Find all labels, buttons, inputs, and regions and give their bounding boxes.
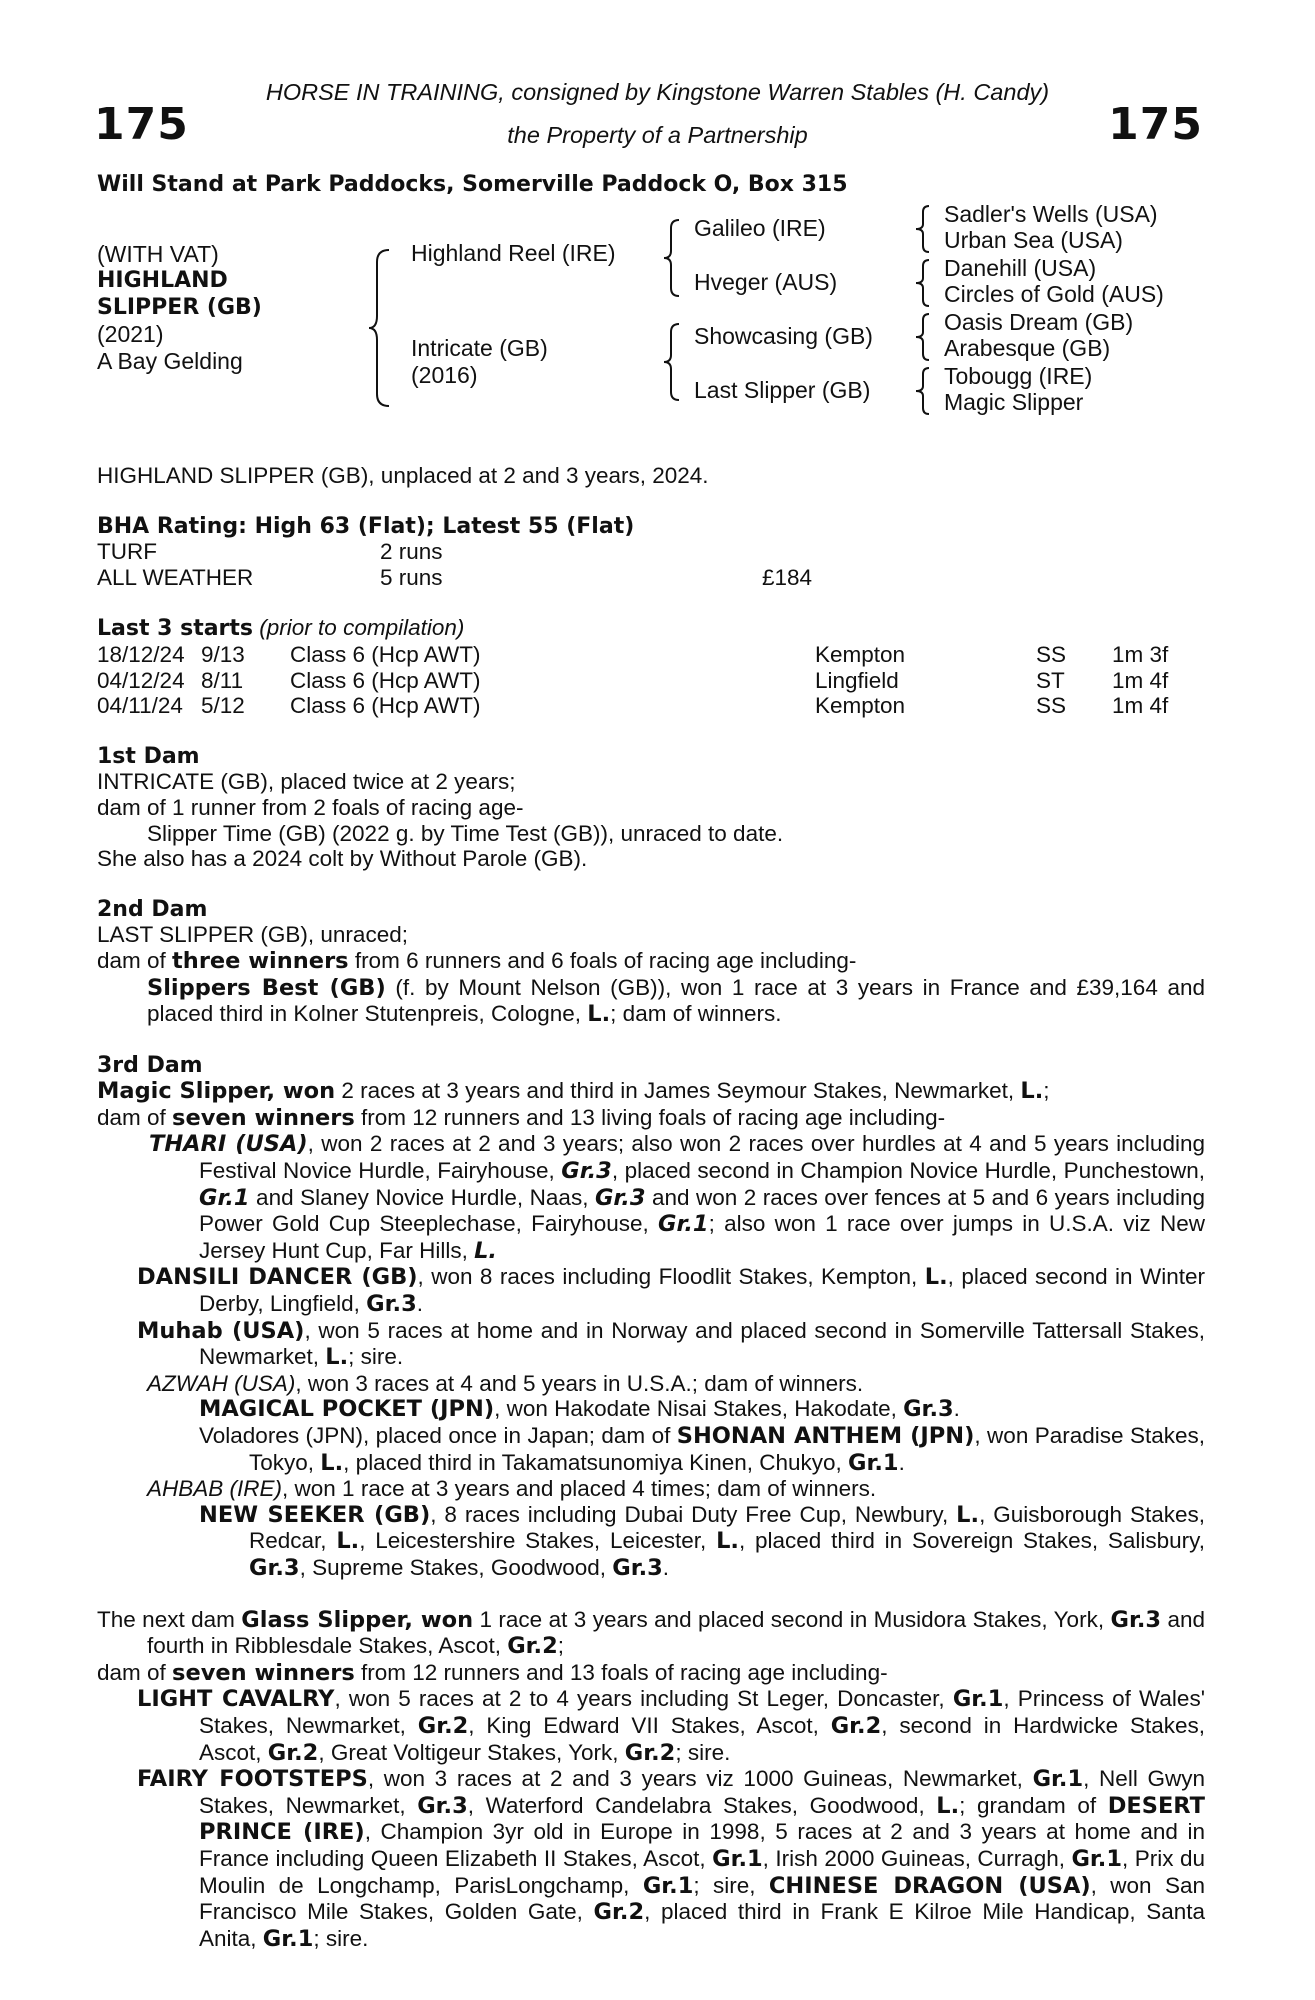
produce-name: Muhab (USA) xyxy=(137,1317,305,1344)
group-mark: Gr.3 xyxy=(249,1554,300,1581)
produce-entry xyxy=(97,1371,1205,1397)
lot-number-right: 175 xyxy=(1108,99,1203,150)
second-dam-title: 2nd Dam xyxy=(97,896,208,922)
table-row xyxy=(97,693,1168,719)
produce-name: CHINESE DRAGON (USA) xyxy=(768,1872,1091,1899)
sire: Highland Reel (IRE) xyxy=(411,240,616,266)
dam-dam-sire: Tobougg (IRE) xyxy=(944,363,1093,389)
produce-entry xyxy=(97,1131,1205,1264)
sire-sire: Galileo (IRE) xyxy=(694,215,826,241)
won-label: , won xyxy=(266,1078,336,1105)
sire-sire-dam: Urban Sea (USA) xyxy=(944,227,1123,253)
sire-sire-sire: Sadler's Wells (USA) xyxy=(944,201,1158,227)
grand-produce-entry xyxy=(97,1502,1205,1582)
position-cell: 9/13 xyxy=(201,641,245,667)
next-dam-line xyxy=(97,1607,1205,1660)
text: from 12 runners and 13 living foals of racing age including- xyxy=(354,1104,946,1130)
won-label: , won xyxy=(404,1606,474,1633)
rating-table xyxy=(97,539,812,590)
position-cell: 8/11 xyxy=(201,667,244,693)
rating-title: BHA Rating: High 63 (Flat); Latest 55 (Flat) xyxy=(97,513,635,539)
text: , won 3 races at 2 and 3 years viz 1000 Guineas, Newmarket, xyxy=(367,1766,1033,1792)
text: and Slaney Novice Hurdle, Naas, xyxy=(249,1184,595,1210)
prize-cell xyxy=(762,539,812,565)
text: , placed third in Sovereign Stakes, Salisbury, xyxy=(738,1528,1205,1554)
first-dam-produce: Slipper Time (GB) (2022 g. by Time Test (GB)), unraced to date. xyxy=(147,820,784,846)
text: . xyxy=(662,1554,670,1580)
last-starts-heading xyxy=(97,615,1205,642)
text: (f. by Mount Nelson (GB)), won 1 race at 3 years in France and £39,164 and placed third in Kolner Stutenpreis, Cologne, xyxy=(147,974,1205,1027)
text: ; sire. xyxy=(348,1344,404,1370)
last-starts-title: Last 3 starts xyxy=(97,616,254,642)
third-dam-section xyxy=(97,1053,1205,1582)
prize-cell: £184 xyxy=(762,564,813,590)
text: , Great Voltigeur Stakes, York, xyxy=(318,1739,625,1765)
text: , won 8 races including Floodlit Stakes, Kempton, xyxy=(417,1264,925,1290)
catalogue-body xyxy=(97,463,1205,1952)
group-mark: Gr.3 xyxy=(417,1792,468,1819)
last-starts-section xyxy=(97,615,1205,718)
text: ; sire. xyxy=(675,1739,731,1765)
text: ; xyxy=(1043,1078,1050,1104)
group-mark: Gr.1 xyxy=(1032,1766,1084,1793)
text: 1 race at 3 years and placed second in Musidora Stakes, York, xyxy=(473,1606,1111,1632)
listed-mark: L. xyxy=(1020,1078,1044,1105)
next-dam-section xyxy=(97,1607,1205,1953)
text: , Nell Gwyn Stakes, Newmarket, xyxy=(199,1766,1206,1818)
distance-cell: 1m 4f xyxy=(1112,667,1169,693)
text: . xyxy=(953,1396,960,1422)
group-mark: Gr.1 xyxy=(658,1211,709,1238)
course-cell: Kempton xyxy=(815,693,906,719)
group-mark: Gr.2 xyxy=(417,1712,469,1739)
group-mark: Gr.1 xyxy=(642,1872,694,1899)
text: , won 5 races at home and in Norway and placed second in Somerville Tattersall Stakes, Newmarket, xyxy=(199,1317,1205,1370)
position-cell: 5/12 xyxy=(201,693,245,719)
course-cell: Lingfield xyxy=(815,667,899,693)
text: , Waterford Candelabra Stakes, Goodwood, xyxy=(467,1792,937,1818)
listed-mark: L. xyxy=(474,1237,497,1264)
group-mark: Gr.2 xyxy=(830,1712,882,1739)
date-cell: 18/12/24 xyxy=(97,641,185,667)
going-cell: SS xyxy=(1036,693,1067,719)
second-dam-section xyxy=(97,897,1205,1028)
text: , placed second in Winter Derby, Lingfield, xyxy=(199,1264,1205,1317)
grand-produce-entry xyxy=(97,1396,1205,1423)
text: , won 3 races at 4 and 5 years in U.S.A.; dam of winners. xyxy=(295,1370,864,1396)
pedigree-brace-sd xyxy=(911,258,935,308)
text: 2 races at 3 years and third in James Seymour Stakes, Newmarket, xyxy=(335,1078,1021,1104)
text: The next dam xyxy=(97,1606,242,1632)
text: , 8 races including Dubai Duty Free Cup, Newbury, xyxy=(430,1501,957,1527)
second-dam-line: LAST SLIPPER (GB), unraced; xyxy=(97,922,408,948)
vat-label: (WITH VAT) xyxy=(97,241,219,267)
group-mark: Gr.1 xyxy=(1071,1845,1123,1872)
group-mark: Gr.3 xyxy=(366,1291,417,1318)
starts-table xyxy=(97,642,1168,719)
produce-name: SHONAN ANTHEM (JPN) xyxy=(676,1423,975,1449)
next-dam-produce-line xyxy=(97,1660,1205,1687)
table-row xyxy=(97,539,812,565)
group-mark: Gr.3 xyxy=(594,1184,646,1211)
winners-count: seven winners xyxy=(172,1659,355,1686)
second-dam-produce-line xyxy=(97,948,1205,975)
dam-year: (2016) xyxy=(411,362,478,388)
group-mark: Gr.2 xyxy=(507,1633,558,1660)
listed-mark: L. xyxy=(320,1449,344,1476)
dam-dam: Last Slipper (GB) xyxy=(694,377,871,403)
group-mark: Gr.1 xyxy=(199,1184,250,1211)
runs-cell: 2 runs xyxy=(380,539,443,565)
group-mark: Gr.1 xyxy=(712,1845,763,1872)
grand-produce-entry xyxy=(97,1423,1205,1476)
last-starts-subtitle: (prior to compilation) xyxy=(259,615,465,641)
text: dam of xyxy=(97,1659,173,1685)
dam-name: Glass Slipper xyxy=(241,1606,405,1633)
listed-mark: L. xyxy=(325,1344,349,1371)
text: from 6 runners and 6 foals of racing age including- xyxy=(348,947,857,973)
text: , won 5 races at 2 to 4 years including St Leger, Doncaster, xyxy=(334,1686,953,1712)
produce-name: NEW SEEKER (GB) xyxy=(199,1501,431,1528)
distance-cell: 1m 3f xyxy=(1112,641,1169,667)
text: ; grandam of xyxy=(959,1792,1108,1818)
text: , won San Francisco Mile Stakes, Golden Gate, xyxy=(199,1872,1205,1925)
racing-summary: HIGHLAND SLIPPER (GB), unplaced at 2 and 3 years, 2024. xyxy=(97,463,709,488)
dam-sire-sire: Oasis Dream (GB) xyxy=(944,309,1134,335)
text: . xyxy=(416,1291,423,1317)
group-mark: Gr.3 xyxy=(1110,1606,1162,1633)
text: , won 2 races at 2 and 3 years; also won 2 races over hurdles at 4 and 5 years including Festival Novice Hurdle, Fairyhouse, xyxy=(199,1131,1205,1184)
going-cell: ST xyxy=(1036,667,1065,693)
text: ; sire. xyxy=(313,1925,369,1951)
listed-mark: L. xyxy=(587,1001,611,1028)
produce-name: MAGICAL POCKET (JPN) xyxy=(199,1396,495,1423)
pedigree-brace-ds xyxy=(911,312,935,362)
location-line: Will Stand at Park Paddocks, Somerville Paddock O, Box 315 xyxy=(97,172,848,197)
text: dam of xyxy=(97,947,173,973)
first-dam-title: 1st Dam xyxy=(97,743,200,769)
dam-sire: Showcasing (GB) xyxy=(694,323,873,349)
text: , Champion 3yr old in Europe in 1998, 5 races at 2 and 3 years at home and in France including Queen Elizabeth II Stakes, Ascot, xyxy=(199,1819,1206,1871)
text: ; xyxy=(557,1633,565,1659)
produce-name: FAIRY FOOTSTEPS xyxy=(137,1766,368,1793)
text: ; sire, xyxy=(693,1872,769,1898)
text: , won Hakodate Nisai Stakes, Hakodate, xyxy=(494,1396,904,1422)
text: , Leicestershire Stakes, Leicester, xyxy=(359,1528,717,1554)
group-mark: Gr.1 xyxy=(952,1686,1004,1713)
text: Voladores (JPN), placed once in Japan; dam of xyxy=(199,1423,677,1448)
text: , Irish 2000 Guineas, Curragh, xyxy=(762,1845,1072,1871)
surface-cell: TURF xyxy=(97,539,157,565)
winners-count: seven winners xyxy=(172,1104,355,1131)
produce-name: Slippers Best (GB) xyxy=(147,974,386,1001)
text: , Guisborough Stakes, Redcar, xyxy=(249,1501,1205,1554)
text: from 12 runners and 13 foals of racing age including- xyxy=(354,1659,888,1685)
race-cell: Class 6 (Hcp AWT) xyxy=(290,693,481,719)
text: and fourth in Ribblesdale Stakes, Ascot, xyxy=(147,1606,1205,1659)
text: , placed third in Frank E Kilroe Mile Handicap, Santa Anita, xyxy=(199,1899,1206,1951)
text: , Supreme Stakes, Goodwood, xyxy=(299,1554,613,1580)
horse-description: A Bay Gelding xyxy=(97,348,243,374)
property-line: the Property of a Partnership xyxy=(507,122,808,148)
text: , second in Hardwicke Stakes, Ascot, xyxy=(199,1712,1205,1765)
race-cell: Class 6 (Hcp AWT) xyxy=(290,667,481,693)
text: . xyxy=(898,1449,905,1475)
produce-entry xyxy=(97,1686,1205,1766)
sire-dam-dam: Circles of Gold (AUS) xyxy=(944,281,1164,307)
first-dam-section xyxy=(97,744,1205,872)
group-mark: Gr.2 xyxy=(593,1899,645,1926)
listed-mark: L. xyxy=(924,1264,948,1291)
produce-name: THARI (USA) xyxy=(149,1131,308,1158)
race-cell: Class 6 (Hcp AWT) xyxy=(290,641,481,667)
group-mark: Gr.3 xyxy=(561,1158,612,1185)
sire-dam: Hveger (AUS) xyxy=(694,269,838,295)
going-cell: SS xyxy=(1036,641,1067,667)
lot-number-left: 175 xyxy=(94,99,189,150)
text: , placed second in Champion Novice Hurdle, Punchestown, xyxy=(611,1158,1205,1184)
dam-name: Magic Slipper xyxy=(97,1078,267,1105)
produce-name: AZWAH (USA) xyxy=(147,1370,296,1396)
text: , won Paradise Stakes, Tokyo, xyxy=(249,1423,1205,1475)
listed-mark: L. xyxy=(716,1528,739,1555)
produce-entry xyxy=(97,1766,1205,1952)
text: , King Edward VII Stakes, Ascot, xyxy=(468,1712,831,1738)
group-mark: Gr.1 xyxy=(848,1449,899,1476)
third-dam-produce-line xyxy=(97,1105,1205,1132)
produce-entry xyxy=(97,1318,1205,1371)
runs-cell: 5 runs xyxy=(380,564,443,590)
produce-name: DANSILI DANCER (GB) xyxy=(137,1264,418,1291)
group-mark: Gr.3 xyxy=(903,1396,954,1423)
pedigree-brace-dam xyxy=(661,322,685,402)
produce-name: LIGHT CAVALRY xyxy=(137,1686,335,1713)
horse-name-line2: SLIPPER (GB) xyxy=(97,295,262,320)
text: ; dam of winners. xyxy=(610,1001,782,1027)
date-cell: 04/12/24 xyxy=(97,667,185,693)
table-row xyxy=(97,565,812,591)
produce-name: AHBAB (IRE) xyxy=(147,1476,283,1502)
distance-cell: 1m 4f xyxy=(1112,693,1169,719)
text: , Prix du Moulin de Longchamp, ParisLongchamp, xyxy=(199,1845,1205,1898)
produce-entry xyxy=(97,1476,1205,1502)
text: , won 1 race at 3 years and placed 4 times; dam of winners. xyxy=(282,1476,877,1502)
group-mark: Gr.2 xyxy=(624,1739,676,1766)
pedigree-brace-ss xyxy=(911,204,935,254)
dam: Intricate (GB) xyxy=(411,335,548,361)
text: dam of xyxy=(97,1104,173,1130)
date-cell: 04/11/24 xyxy=(97,693,183,719)
listed-mark: L. xyxy=(336,1528,360,1555)
produce-name: DESERT PRINCE (IRE) xyxy=(199,1792,1205,1846)
pedigree-brace-main xyxy=(367,248,397,408)
group-mark: Gr.1 xyxy=(262,1925,314,1952)
dam-sire-dam: Arabesque (GB) xyxy=(944,335,1111,361)
text: and won 2 races over fences at 5 and 6 years including Power Gold Cup Steeplechase, Fairyhouse, xyxy=(199,1184,1205,1237)
horse-name-line1: HIGHLAND xyxy=(97,268,228,293)
table-row xyxy=(97,668,1168,694)
third-dam-title: 3rd Dam xyxy=(97,1052,203,1078)
dam-dam-dam: Magic Slipper xyxy=(944,389,1084,415)
first-dam-line: She also has a 2024 colt by Without Parole (GB). xyxy=(97,846,588,872)
course-cell: Kempton xyxy=(815,641,906,667)
pedigree-brace-dd xyxy=(911,366,935,416)
group-mark: Gr.2 xyxy=(267,1739,319,1766)
winners-count: three winners xyxy=(172,947,349,974)
horse-year: (2021) xyxy=(97,321,164,347)
first-dam-line: INTRICATE (GB), placed twice at 2 years; xyxy=(97,769,516,795)
listed-mark: L. xyxy=(956,1501,980,1528)
text: , Princess of Wales' Stakes, Newmarket, xyxy=(199,1686,1205,1738)
group-mark: Gr.3 xyxy=(612,1554,663,1581)
table-row xyxy=(97,642,1168,668)
produce-entry xyxy=(97,1264,1205,1317)
consignor-line: HORSE IN TRAINING, consigned by Kingstone Warren Stables (H. Candy) xyxy=(265,79,1050,105)
third-dam-line xyxy=(97,1078,1205,1105)
sire-dam-sire: Danehill (USA) xyxy=(944,255,1097,281)
listed-mark: L. xyxy=(936,1792,960,1819)
text: ; also won 1 race over jumps in U.S.A. viz New Jersey Hunt Cup, Far Hills, xyxy=(199,1211,1205,1263)
rating-section xyxy=(97,514,1205,591)
pedigree-brace-sire xyxy=(661,218,685,298)
first-dam-line: dam of 1 runner from 2 foals of racing age- xyxy=(97,794,524,820)
produce-entry xyxy=(97,975,1205,1028)
text: , placed third in Takamatsunomiya Kinen, Chukyo, xyxy=(343,1449,849,1475)
surface-cell: ALL WEATHER xyxy=(97,564,254,590)
